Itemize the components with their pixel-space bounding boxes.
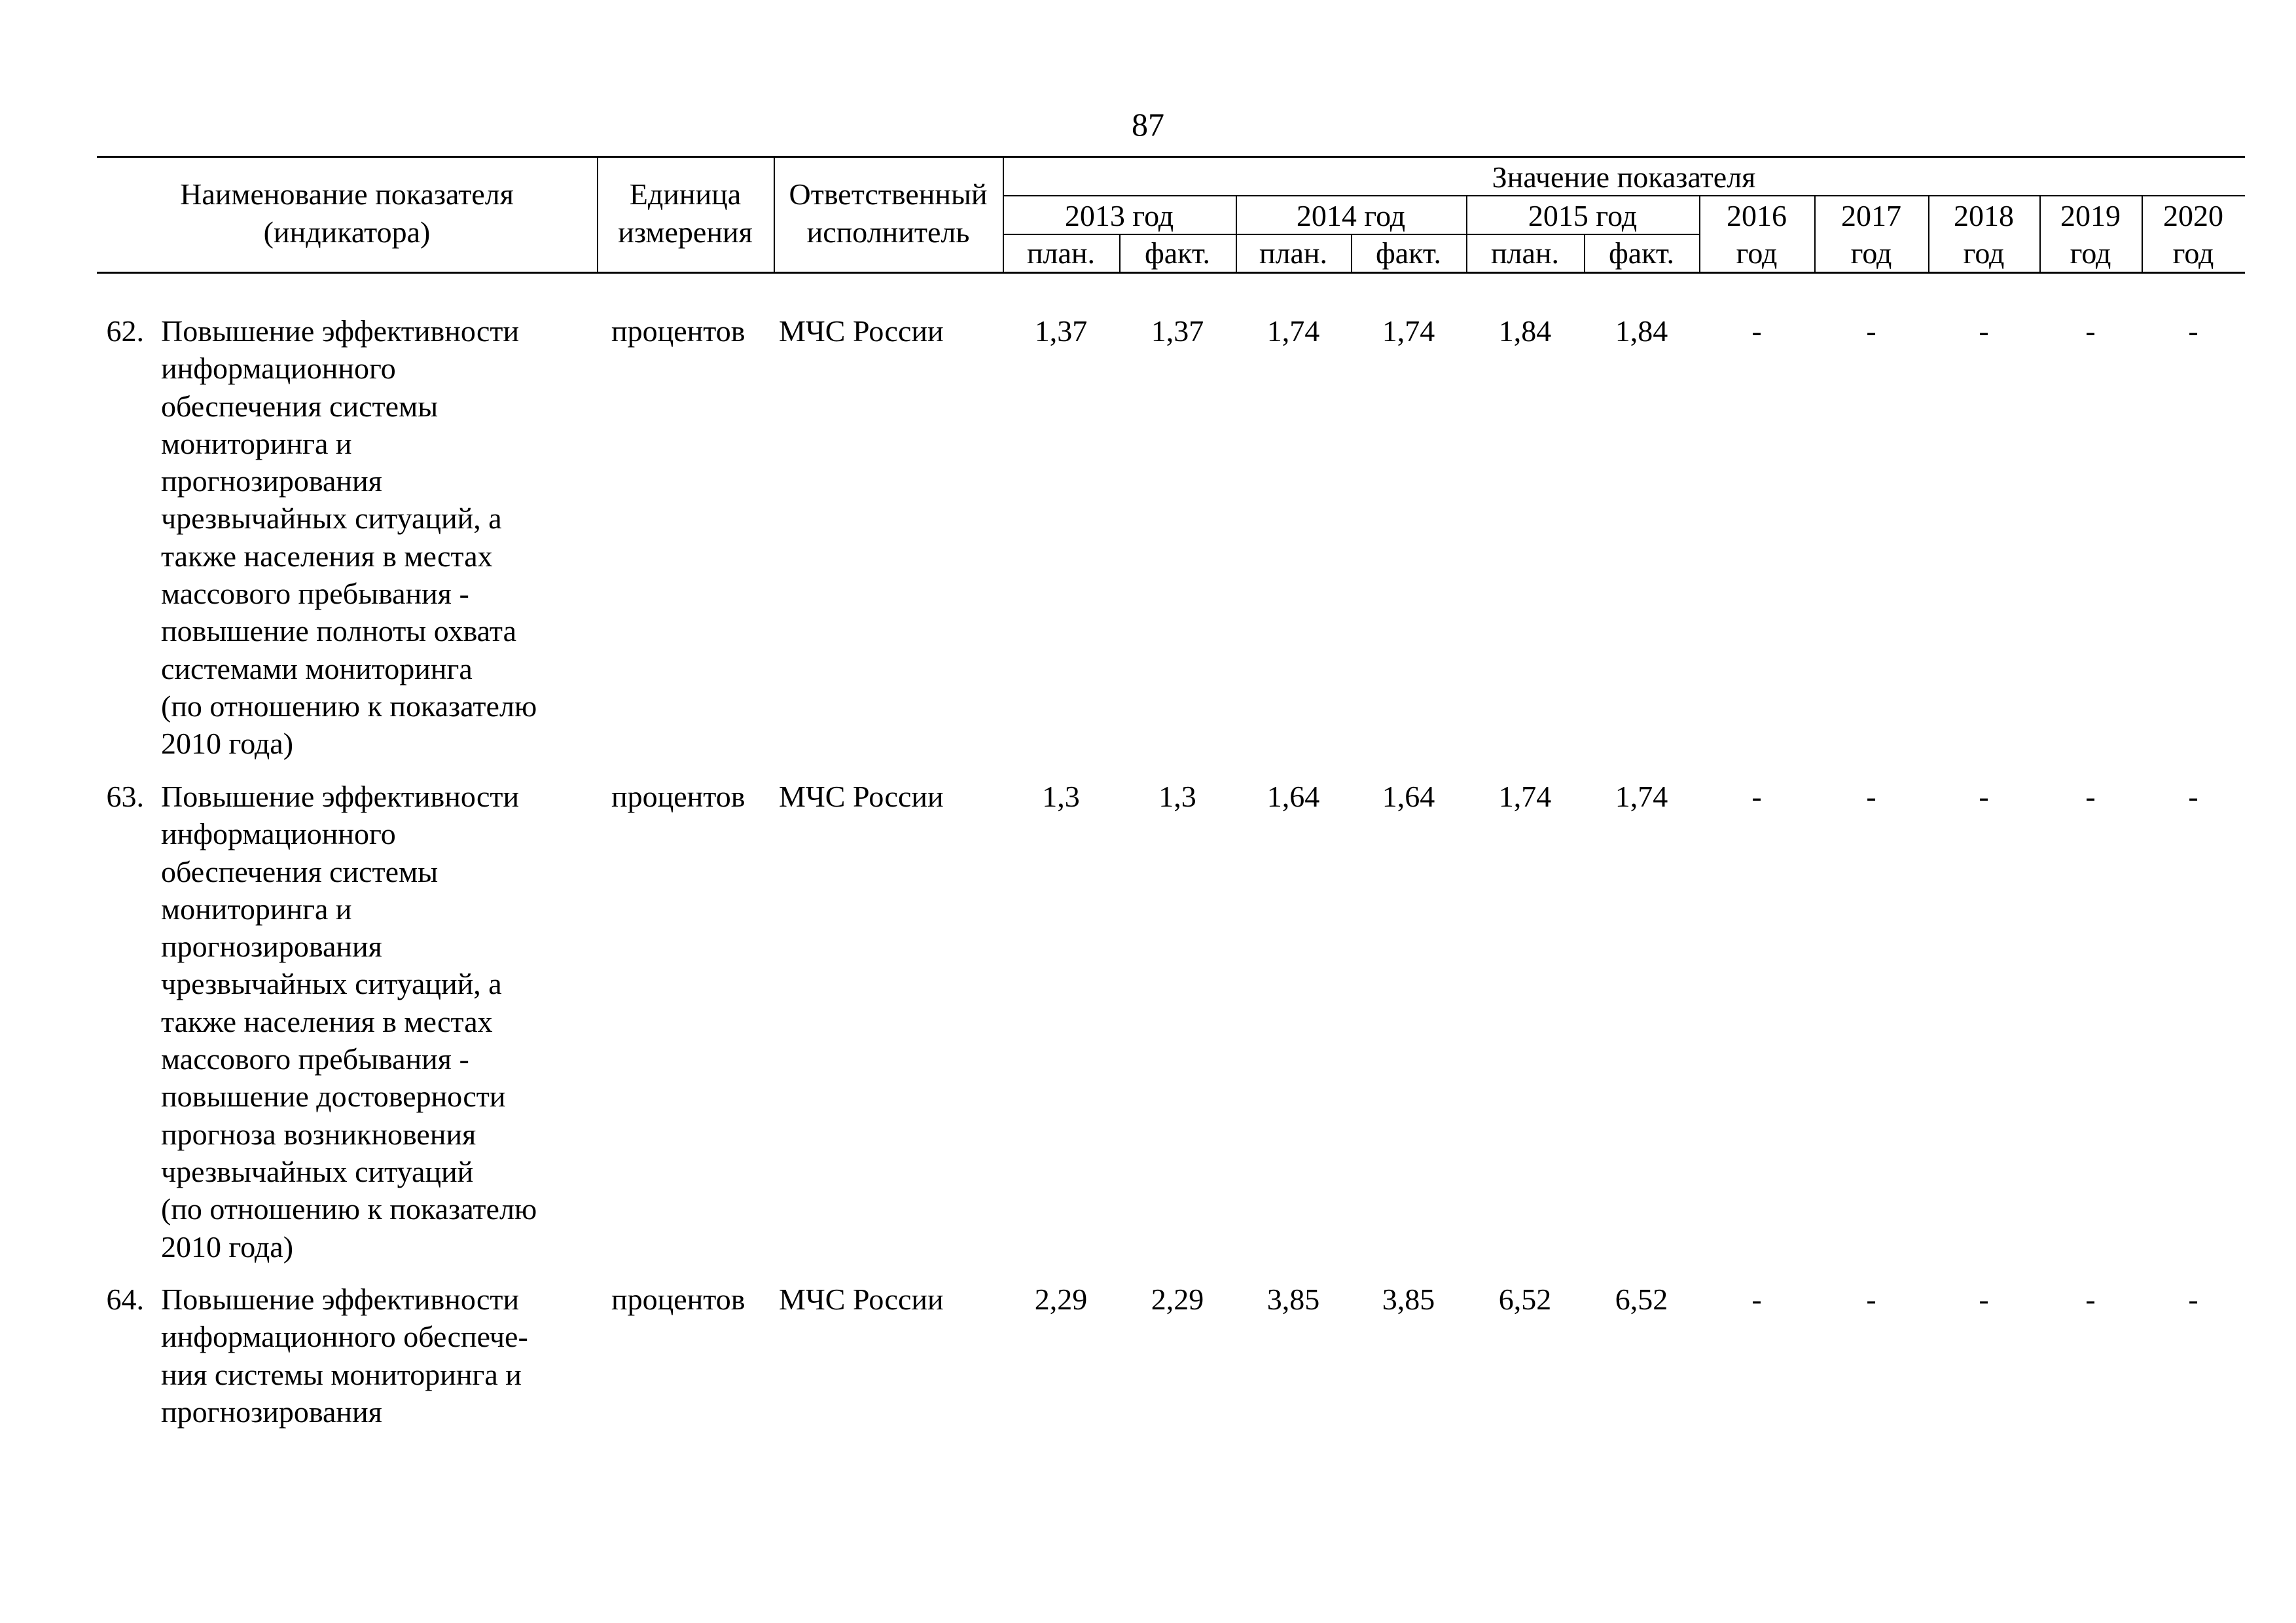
value-2017: - <box>1866 314 1876 348</box>
value-2019: - <box>2085 314 2096 348</box>
value-2018: - <box>1979 314 1989 348</box>
header-plan-2014: план. <box>1259 236 1328 270</box>
value-2013-plan: 2,29 <box>1034 1283 1088 1316</box>
value-2013-fact: 2,29 <box>1151 1283 1204 1316</box>
row-number: 63. <box>106 780 144 813</box>
header-god-2017: год <box>1850 236 1892 270</box>
header-plan-2015: план. <box>1490 236 1560 270</box>
value-2013-fact: 1,3 <box>1158 780 1196 813</box>
value-2014-fact: 1,74 <box>1382 314 1435 348</box>
value-2018: - <box>1979 780 1989 813</box>
header-fact-2014: факт. <box>1375 236 1442 270</box>
header-god-2020: год <box>2172 236 2214 270</box>
value-2017: - <box>1866 1283 1876 1316</box>
value-2015-plan: 1,74 <box>1498 780 1552 813</box>
header-god-2016: год <box>1736 236 1778 270</box>
value-2014-fact: 3,85 <box>1382 1283 1435 1316</box>
value-2016: - <box>1751 780 1762 813</box>
executor: МЧС России <box>779 314 944 348</box>
header-year-2013: 2013 год <box>1064 199 1174 232</box>
header-executor-col: Ответственный исполнитель <box>789 177 988 249</box>
row-number: 64. <box>106 1283 144 1316</box>
value-2015-fact: 6,52 <box>1615 1283 1668 1316</box>
value-2014-plan: 3,85 <box>1266 1283 1320 1316</box>
header-year-2017: 2017 <box>1841 199 1901 232</box>
unit: процентов <box>611 1283 745 1316</box>
unit: процентов <box>611 780 745 813</box>
value-2014-plan: 1,74 <box>1266 314 1320 348</box>
header-unit-col: Единица измерения <box>618 177 753 249</box>
header-year-2020: 2020 <box>2163 199 2223 232</box>
value-2020: - <box>2188 780 2198 813</box>
header-year-2016: 2016 <box>1727 199 1787 232</box>
value-2015-plan: 1,84 <box>1498 314 1552 348</box>
value-2013-plan: 1,37 <box>1034 314 1088 348</box>
value-2019: - <box>2085 780 2096 813</box>
indicator-name: Повышение эффективности информационного обеспечения системы мониторинга и прогнозирования чрезвычайных ситуаций, а также населения в местах массового пребывания - повышение достоверности прогноза возникновения чрезвычайных ситуаций (по отношению к показателю 2010 года) <box>161 780 537 1264</box>
value-2015-plan: 6,52 <box>1498 1283 1552 1316</box>
header-year-2015: 2015 год <box>1528 199 1638 232</box>
value-2013-fact: 1,37 <box>1151 314 1204 348</box>
value-2014-plan: 1,64 <box>1266 780 1320 813</box>
header-year-2018: 2018 <box>1954 199 2014 232</box>
row-number: 62. <box>106 314 144 348</box>
value-2015-fact: 1,84 <box>1615 314 1668 348</box>
header-year-2019: 2019 <box>2060 199 2121 232</box>
value-2015-fact: 1,74 <box>1615 780 1668 813</box>
header-fact-2015: факт. <box>1608 236 1675 270</box>
value-2016: - <box>1751 314 1762 348</box>
value-2016: - <box>1751 1283 1762 1316</box>
value-2020: - <box>2188 1283 2198 1316</box>
indicator-name: Повышение эффективности информационного обеспечения системы мониторинга и прогнозирования чрезвычайных ситуаций, а также населения в местах массового пребывания - повышение полноты охвата системами мониторинга (по отношению к показателю 2010 года) <box>161 314 537 761</box>
executor: МЧС России <box>779 780 944 813</box>
unit: процентов <box>611 314 745 348</box>
value-2018: - <box>1979 1283 1989 1316</box>
header-top-rule <box>97 156 2245 158</box>
header-fact-2013: факт. <box>1144 236 1211 270</box>
value-2017: - <box>1866 780 1876 813</box>
header-value-group: Значение показателя <box>1492 160 1756 194</box>
page-number: 87 <box>1132 106 1164 143</box>
header-plan-2013: план. <box>1026 236 1096 270</box>
header-god-2018: год <box>1963 236 2005 270</box>
header-god-2019: год <box>2070 236 2111 270</box>
value-2013-plan: 1,3 <box>1042 780 1080 813</box>
value-2020: - <box>2188 314 2198 348</box>
header-year-2014: 2014 год <box>1296 199 1406 232</box>
value-2019: - <box>2085 1283 2096 1316</box>
indicator-name: Повышение эффективности информационного обеспече- ния системы мониторинга и прогнозирования <box>161 1283 528 1429</box>
executor: МЧС России <box>779 1283 944 1316</box>
value-2014-fact: 1,64 <box>1382 780 1435 813</box>
header-name-col: Наименование показателя (индикатора) <box>180 177 514 249</box>
